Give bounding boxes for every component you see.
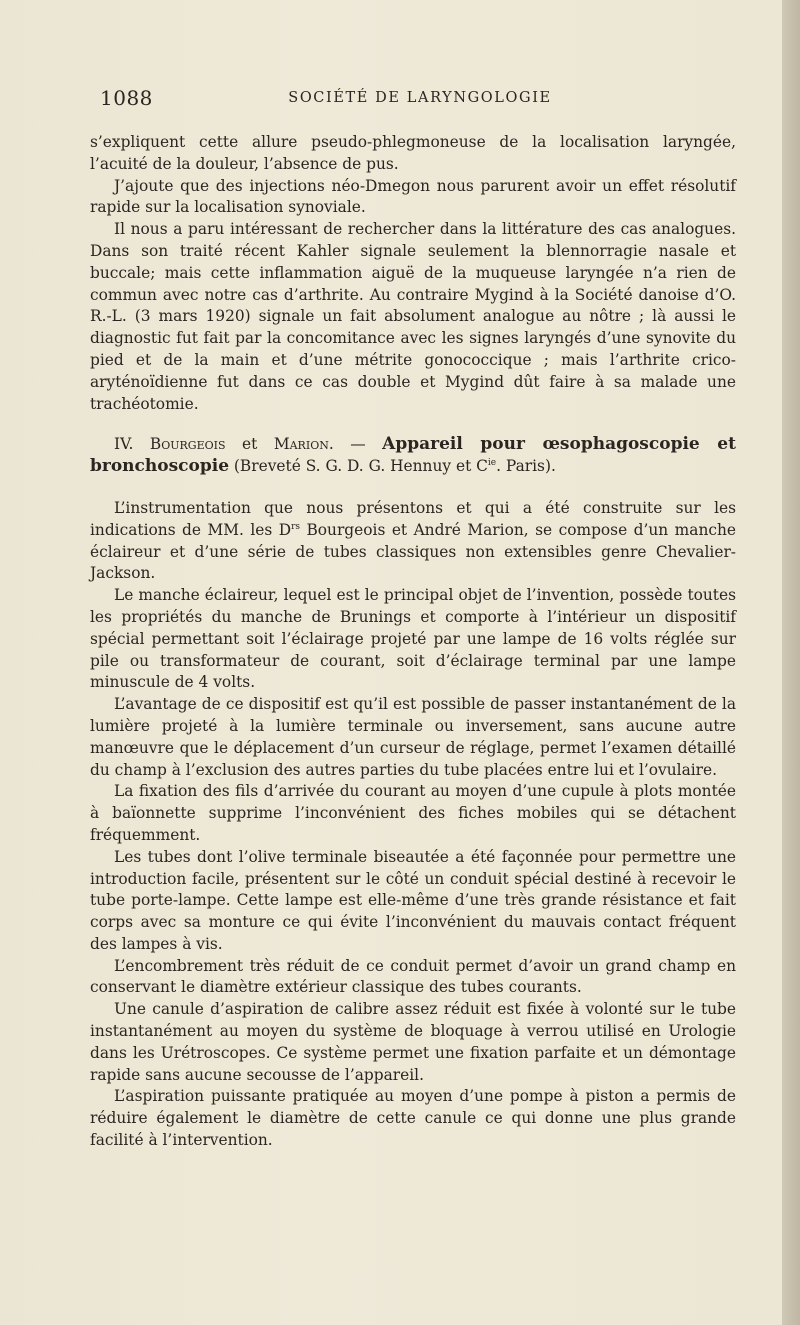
section-patent-end: . Paris). (496, 457, 556, 476)
section-patent: (Breveté S. G. D. G. Hennuy et C (233, 457, 488, 476)
paragraph-text: L’instrumentation que nous présentons et qui a été construite sur les indications de MM. les D (90, 498, 736, 539)
paragraph: s’expliquent cette allure pseudo-phlegmoneuse de la localisation laryngée, l’acuité de la douleur, l’absence de pus. (90, 133, 736, 173)
section-numeral: IV. (114, 435, 134, 454)
section-title: Appareil pour œsophagoscopie et bronchoscopie (90, 434, 736, 477)
page-body (90, 132, 736, 1152)
paragraph: L’avantage de ce dispositif est qu’il est possible de passer instantanément de la lumière projeté à la lumière terminale ou inversement, sans aucune autre manœuvre que le déplacement d’un curseur de réglage, permet l’examen détaillé du champ à l’exclusion des autres parties du tube placées entre lui et l’ovulaire. (90, 695, 736, 779)
paragraph: L’aspiration puissante pratiquée au moyen d’une pompe à piston a permis de réduire également le diamètre de cette canule ce qui donne une plus grande facilité à l’intervention. (90, 1087, 736, 1150)
paragraph: Il nous a paru intéressant de rechercher dans la littérature des cas analogues. Dans son traité récent Kahler signale seulement la blennorragie nasale et buccale; mais cette inflammation aiguë de la muqueuse laryngée n’a rien de commun avec notre cas d’arthrite. Au contraire Mygind à la Société danoise d’O. R.-L. (3 mars 1920) signale un fait absolument analogue au nôtre ; là aussi le diagnostic fut fait par la concomitance avec les signes laryngés d’une synovite du pied et de la main et d’une métrite gonococcique ; mais l’arthrite crico-aryténoïdienne fut dans ce cas double et Mygind dût faire à sa malade une trachéotomie. (90, 220, 736, 413)
paragraph: J’ajoute que des injections néo-Dmegon nous parurent avoir un effet résolutif rapide sur la localisation synoviale. (90, 176, 736, 217)
running-head: SOCIÉTÉ DE LARYNGOLOGIE (288, 90, 552, 106)
page-number: 1088 (100, 86, 153, 110)
paragraph-text: Bourgeois et André Marion, se compose d’un manche éclaireur et d’une série de tubes classiques non extensibles genre Chevalier-Jackson. (90, 520, 737, 583)
page-edge-shadow (782, 0, 800, 1325)
paragraph: L’encombrement très réduit de ce conduit permet d’avoir un grand champ en conservant le diamètre extérieur classique des tubes courants. (90, 956, 736, 997)
spacer (90, 415, 736, 434)
section-dash: — (350, 435, 366, 454)
section-conjunction: et (242, 435, 258, 454)
paragraph (90, 498, 736, 585)
paragraph: Le manche éclaireur, lequel est le principal objet de l’invention, possède toutes les propriétés du manche de Brunings et comporte à l’intérieur un dispositif spécial permettant soit l’éclairage projeté par une lampe de 16 volts réglée sur pile ou transformateur de courant, soit d’éclairage terminal par une lampe minuscule de 4 volts. (90, 586, 736, 692)
paragraph: La fixation des fils d’arrivée du courant au moyen d’une cupule à plots montée à baïonnette supprime l’inconvénient des fiches mobiles qui se détachent fréquemment. (90, 782, 736, 844)
section-patent-sup: ie (487, 458, 497, 469)
paragraph: Les tubes dont l’olive terminale biseautée a été façonnée pour permettre une introduction facile, présentent sur le côté un conduit spécial destiné à recevoir le tube porte-lampe. Cette lampe est elle-même d’une très grande résistance et fait corps avec sa monture ce qui évite l’inconvénient du mauvais contact fréquent des lampes à vis. (90, 847, 736, 953)
paragraph-sup: rs (291, 521, 300, 532)
paragraph: Une canule d’aspiration de calibre assez réduit est fixée à volonté sur le tube instantanément au moyen du système de bloquage à verrou utilisé en Urologie dans les Urétroscopes. Ce système permet une fixation parfaite et un démontage rapide sans aucune secousse de l’appareil. (90, 1000, 736, 1084)
section-heading (90, 434, 736, 478)
page-header (100, 86, 740, 118)
section-author-2: Marion. (273, 435, 334, 454)
spacer (90, 478, 736, 498)
section-author-1: Bourgeois (149, 435, 226, 454)
